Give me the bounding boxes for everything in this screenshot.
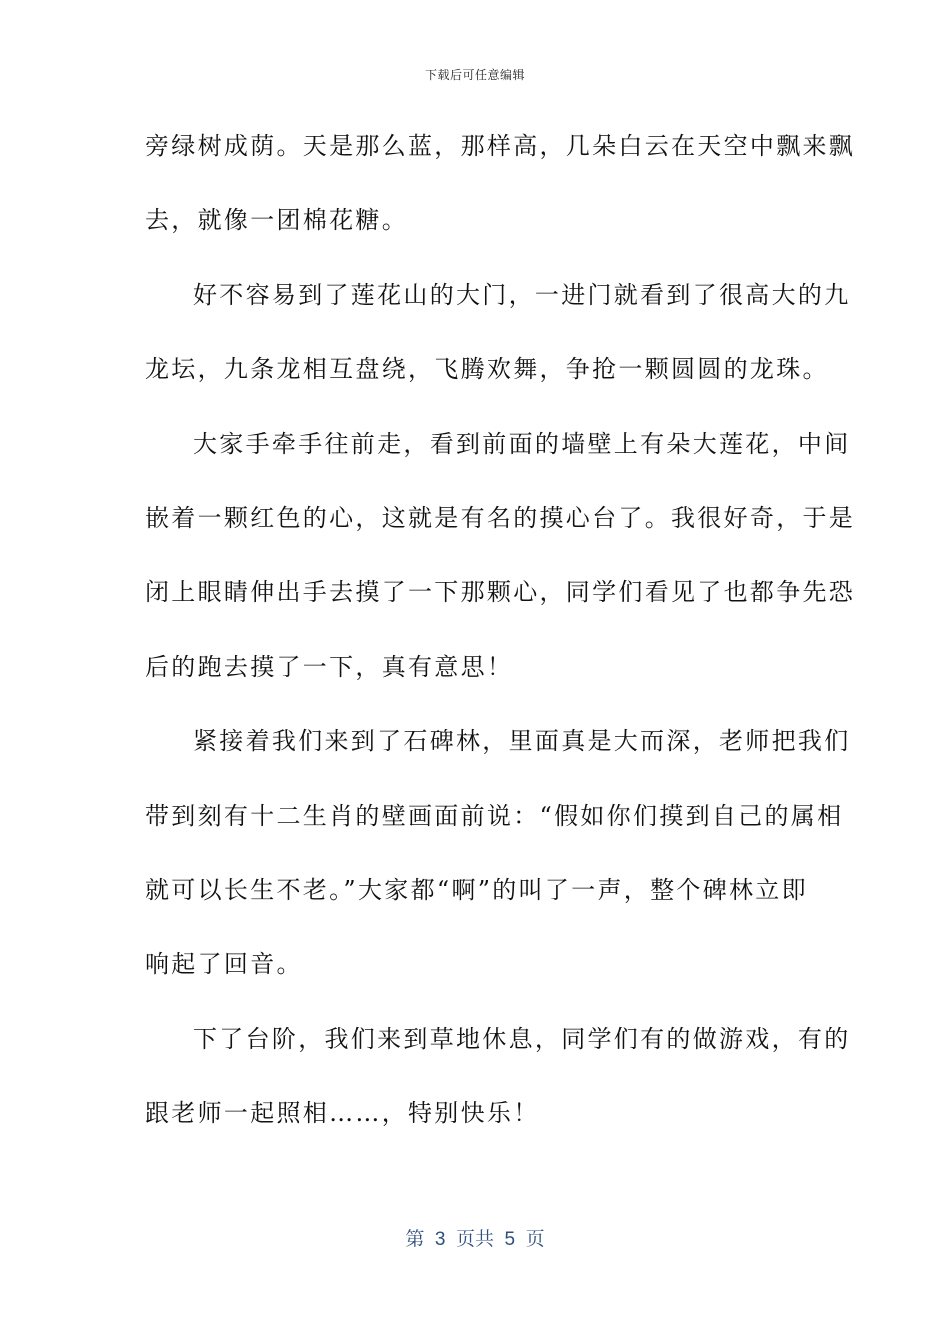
text-line: 跟老师一起照相……，特别快乐！ [145, 1099, 540, 1128]
text-line: 嵌着一颗红色的心，这就是有名的摸心台了。我很好奇，于是 [145, 503, 856, 532]
text-line: 去，就像一团棉花糖。 [145, 206, 408, 235]
text-line: 旁绿树成荫。天是那么蓝，那样高，几朵白云在天空中飘来飘 [145, 132, 856, 160]
text-line: 后的跑去摸了一下，真有意思！ [145, 652, 514, 681]
page-header-note: 下载后可任意编辑 [424, 68, 525, 82]
text-line: 响起了回音。 [145, 950, 303, 979]
page-number-footer: 第 3 页共 5 页 [405, 1229, 545, 1250]
text-line: 带到刻有十二生肖的壁画面前说：“假如你们摸到自己的属相 [145, 801, 844, 830]
text-line: 下了台阶，我们来到草地休息，同学们有的做游戏，有的 [193, 1024, 851, 1053]
text-line: 就可以长生不老。”大家都“啊”的叫了一声，整个碑林立即 [145, 875, 808, 904]
text-line: 闭上眼睛伸出手去摸了一下那颗心，同学们看见了也都争先恐 [145, 578, 856, 607]
text-line: 大家手牵手往前走，看到前面的墙壁上有朵大莲花，中间 [193, 429, 851, 458]
text-line: 好不容易到了莲花山的大门，一进门就看到了很高大的九 [193, 280, 851, 309]
body-text [145, 122, 856, 1163]
text-line: 紧接着我们来到了石碑林，里面真是大而深，老师把我们 [193, 727, 851, 756]
text-line: 龙坛，九条龙相互盘绕，飞腾欢舞，争抢一颗圆圆的龙珠。 [145, 355, 829, 384]
